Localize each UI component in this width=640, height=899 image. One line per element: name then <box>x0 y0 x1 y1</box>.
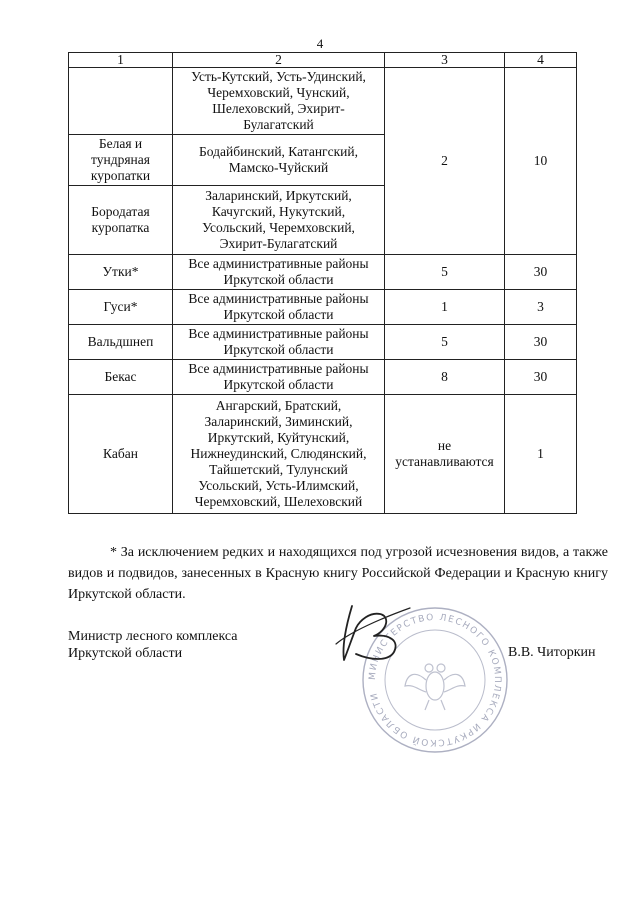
districts-cell: Все административные районы Иркутской области <box>173 360 385 395</box>
species-cell: Вальдшнеп <box>69 325 173 360</box>
footnote-text: * За исключением редких и находящихся под угрозой исчезновения видов, а также видов и подвидов, занесенных в Красную книгу Российской Федерации и Красную книгу Иркутской области. <box>68 545 608 602</box>
col4-cell: 30 <box>505 255 577 290</box>
districts-cell: Все административные районы Иркутской области <box>173 290 385 325</box>
table-row <box>69 255 577 290</box>
species-cell: Утки* <box>69 255 173 290</box>
districts-cell: Ангарский, Братский, Заларинский, Зиминский, Иркутский, Куйтунский, Нижнеудинский, Слюдянский, Тайшетский, Тулунский Усольский, Усть-Илимский, Черемховский, Шелеховский <box>173 395 385 514</box>
signer-name: В.В. Читоркин <box>508 645 596 660</box>
header-col-3: 3 <box>385 53 505 68</box>
header-col-4: 4 <box>505 53 577 68</box>
species-cell: Бородатая куропатка <box>69 186 173 255</box>
header-col-1: 1 <box>69 53 173 68</box>
table-row <box>69 325 577 360</box>
table-header-row <box>69 53 577 68</box>
table-row <box>69 290 577 325</box>
districts-cell: Бодайбинский, Катангский, Мамско-Чуйский <box>173 135 385 186</box>
handwritten-signature <box>330 598 420 670</box>
species-cell <box>69 68 173 135</box>
species-cell: Кабан <box>69 395 173 514</box>
col3-cell: не устанавливаются <box>385 395 505 514</box>
districts-cell: Все административные районы Иркутской области <box>173 325 385 360</box>
hunting-limits-table <box>68 52 577 514</box>
table-row <box>69 360 577 395</box>
districts-cell: Все административные районы Иркутской области <box>173 255 385 290</box>
signer-title: Министр лесного комплекса Иркутской области <box>68 629 238 661</box>
col4-cell: 30 <box>505 360 577 395</box>
table-row <box>69 395 577 514</box>
eagle-emblem-icon <box>405 664 465 710</box>
merged-col4-cell: 10 <box>505 68 577 255</box>
col4-cell: 1 <box>505 395 577 514</box>
stamp-text: МИНИСТЕРСТВО ЛЕСНОГО КОМПЛЕКСА ИРКУТСКОЙ ОБЛАСТИ <box>367 612 503 748</box>
merged-col3-cell: 2 <box>385 68 505 255</box>
species-cell: Бекас <box>69 360 173 395</box>
page-number: 4 <box>316 36 324 51</box>
col3-cell: 5 <box>385 325 505 360</box>
table-row <box>69 68 577 135</box>
footnote <box>68 542 608 605</box>
districts-cell: Усть-Кутский, Усть-Удинский, Черемховский, Чунский, Шелеховский, Эхирит- Булагатский <box>173 68 385 135</box>
species-cell: Белая и тундряная куропатки <box>69 135 173 186</box>
col3-cell: 5 <box>385 255 505 290</box>
col4-cell: 30 <box>505 325 577 360</box>
col3-cell: 1 <box>385 290 505 325</box>
districts-cell: Заларинский, Иркутский, Качугский, Нукутский, Усольский, Черемховский, Эхирит-Булагатский <box>173 186 385 255</box>
header-col-2: 2 <box>173 53 385 68</box>
species-cell: Гуси* <box>69 290 173 325</box>
col4-cell: 3 <box>505 290 577 325</box>
col3-cell: 8 <box>385 360 505 395</box>
